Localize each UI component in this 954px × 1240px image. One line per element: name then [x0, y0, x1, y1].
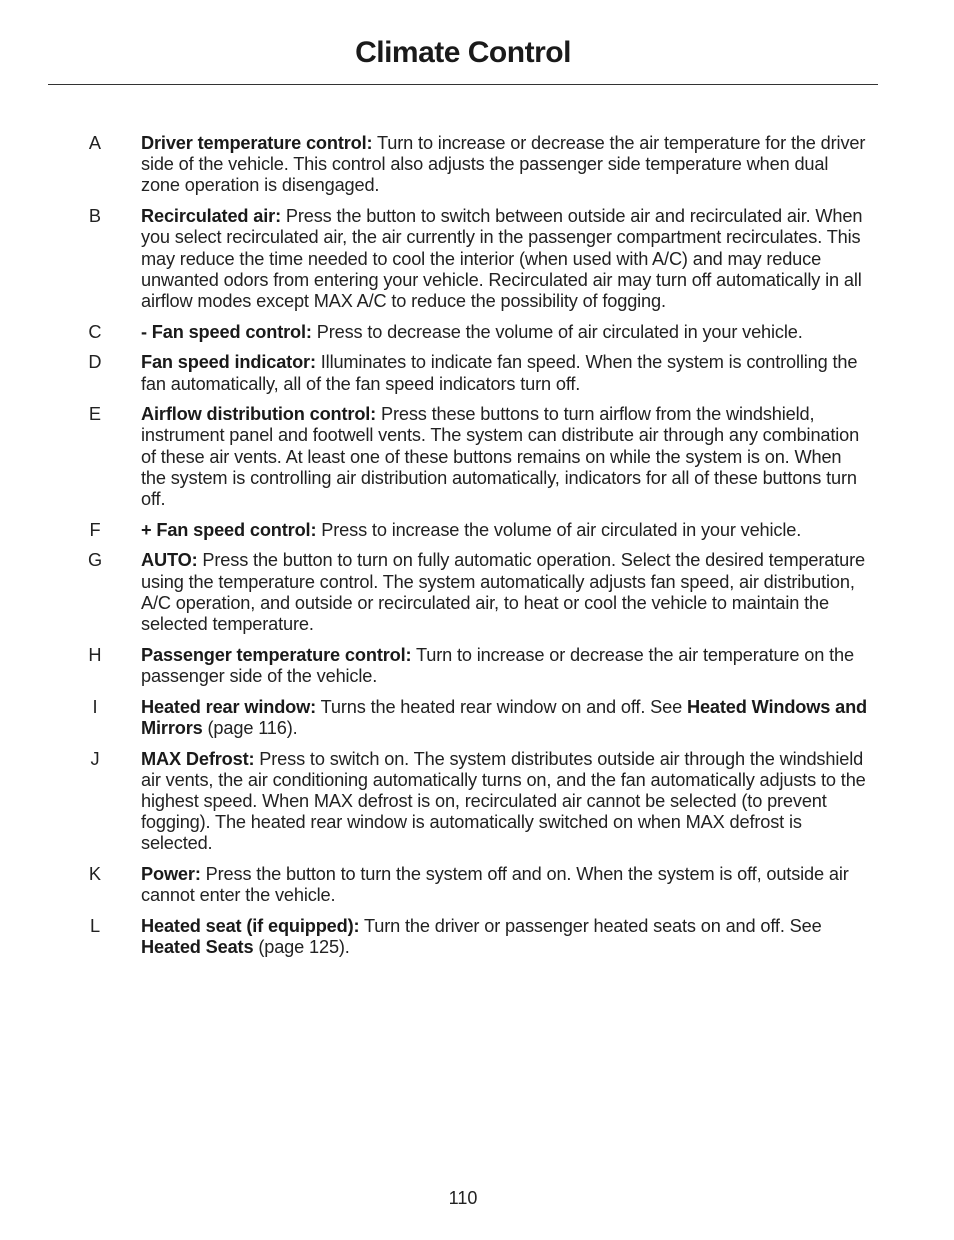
item-description — [141, 697, 867, 739]
item-letter: B — [88, 206, 102, 227]
list-item — [0, 520, 954, 541]
list-item — [0, 133, 954, 197]
item-term: - Fan speed control: — [141, 321, 312, 342]
list-item — [0, 916, 954, 958]
item-term: Power: — [141, 864, 201, 885]
item-term: Driver temperature control: — [141, 133, 373, 153]
item-letter: K — [88, 864, 102, 885]
item-text: Turn the driver or passenger heated seats on and off. See — [359, 916, 822, 936]
item-description — [141, 352, 867, 394]
cross-reference-link[interactable]: Heated Seats — [141, 937, 254, 958]
item-term: Heated rear window: — [141, 696, 317, 717]
item-description — [141, 645, 867, 687]
item-text: Turn to increase or decrease the air temperature on the passenger side of the vehicle. — [141, 644, 854, 686]
item-description — [141, 550, 867, 635]
item-letter: I — [92, 696, 98, 717]
list-item — [0, 322, 954, 343]
page-number: 110 — [448, 1188, 478, 1208]
item-term: Recirculated air: — [141, 206, 281, 227]
list-item — [0, 645, 954, 687]
item-text: Press to decrease the volume of air circulated in your vehicle. — [311, 321, 803, 342]
item-letter: E — [88, 404, 102, 425]
item-description — [141, 864, 867, 906]
item-text: Press to switch on. The system distributes outside air through the windshield air vents, the air conditioning automatically turns on, and the fan automatically adjusts to the highest speed. When MAX defrost is on, recirculated air cannot be selected (to prevent fogging). The heated rear window is automatically switched on when MAX defrost is selected. — [141, 748, 866, 854]
item-letter: L — [89, 916, 101, 936]
item-letter: A — [88, 133, 102, 153]
cross-reference-link[interactable]: Heated Windows and Mirrors — [141, 696, 867, 738]
item-description — [141, 916, 867, 958]
item-term: Heated seat (if equipped): — [141, 916, 360, 936]
item-text: Turns the heated rear window on and off. See — [316, 696, 687, 717]
list-item — [0, 550, 954, 635]
list-item — [0, 749, 954, 855]
page-reference: (page 125). — [253, 937, 350, 958]
item-text: Press the button to turn the system off and on. When the system is off, outside air cannot enter the vehicle. — [141, 864, 849, 906]
item-description — [141, 520, 867, 541]
title-rule — [48, 84, 878, 85]
item-description — [141, 404, 867, 510]
item-letter: C — [88, 321, 102, 342]
item-text: Press to increase the volume of air circulated in your vehicle. — [316, 519, 802, 540]
list-item — [0, 352, 954, 394]
item-term: Airflow distribution control: — [141, 404, 377, 425]
item-letter: H — [88, 644, 102, 665]
item-letter: J — [90, 748, 100, 769]
list-item — [0, 697, 954, 739]
item-text: Illuminates to indicate fan speed. When the system is controlling the fan automatically, all of the fan speed indicators turn off. — [141, 352, 858, 394]
list-item — [0, 404, 954, 510]
item-term: MAX Defrost: — [141, 748, 255, 769]
item-term: Fan speed indicator: — [141, 352, 316, 373]
item-text: Press the button to switch between outside air and recirculated air. When you select recirculated air, the air currently in the passenger compartment recirculates. This may reduce the time needed to cool the interior (when used with A/C) and may reduce unwanted odors from entering your vehicle. Recirculated air may turn off automatically in all airflow modes except MAX A/C to reduce the possibility of fogging. — [141, 206, 863, 311]
item-term: AUTO: — [141, 550, 198, 571]
item-text: Turn to increase or decrease the air temperature for the driver side of the vehicle. This control also adjusts the passenger side temperature when dual zone operation is disengaged. — [141, 133, 866, 196]
list-item — [0, 864, 954, 906]
item-term: + Fan speed control: — [141, 519, 317, 540]
item-term: Passenger temperature control: — [141, 644, 412, 665]
item-description — [141, 322, 867, 343]
item-letter: D — [88, 352, 102, 373]
legend-list — [0, 133, 954, 968]
item-text: Press the button to turn on fully automatic operation. Select the desired temperature using the temperature control. The system automatically adjusts fan speed, air distribution, A/C operation, and outside or recirculated air, to heat or cool the vehicle to maintain the selected temperature. — [141, 550, 866, 635]
item-description — [141, 749, 867, 855]
item-description — [141, 133, 867, 197]
item-letter: F — [89, 519, 101, 540]
page-title: Climate Control — [355, 36, 571, 69]
list-item — [0, 206, 954, 312]
item-letter: G — [88, 550, 103, 571]
item-description — [141, 206, 867, 312]
page-reference: (page 116). — [202, 717, 298, 738]
item-text: Press these buttons to turn airflow from the windshield, instrument panel and footwell vents. The system can distribute air through any combination of these air vents. At least one of these buttons remains on while the system is on. When the system is controlling air distribution automatically, indicators for all of these buttons turn off. — [141, 404, 860, 510]
